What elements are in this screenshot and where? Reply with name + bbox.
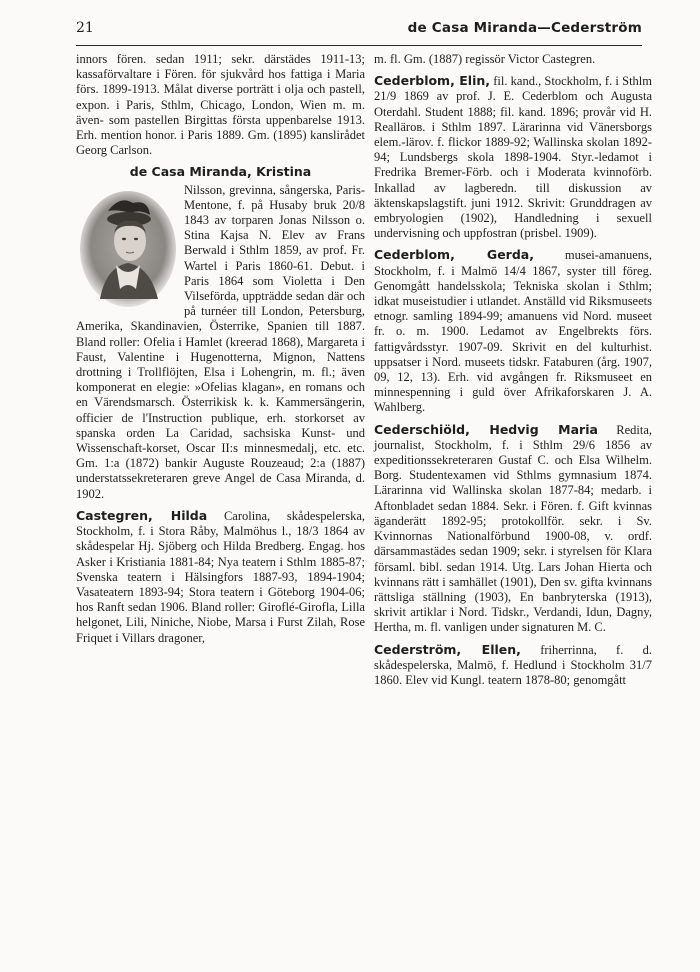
entry-cederschiold [374,422,652,636]
entry-name: Castegren, Hilda [76,507,208,523]
entry-de-casa-miranda-body [76,183,365,502]
portrait-photo [78,189,178,311]
header-rule [76,45,642,46]
entry-name: de Casa Miranda, Kristina [129,164,312,180]
entry-cederblom-elin [374,73,652,241]
column-right [374,52,652,694]
entry-text: friherrinna, f. d. skådespelerska, Malmö, f. Hedlund i Stockholm 31/7 1860. Elev vid Kungl. teatern 1878-80; genomgått [374,642,652,687]
entry-text: Redita, journalist, Stockholm, f. i Sthlm 29/6 1856 av expeditionssekreteraren Gustaf C. och Elsa Wilhelm. Borg. Studentexamen vid Sthlms gymnasium 1874. Lärarinna vid Wallinska skolan 1877-84; medarb. i Aftonbladet sedan 1884. Sekr. i Fören. f. Gift kvinnas äganderätt 1892-95; protokollför. sekr. i Sv. Kvinnornas Nationalförbund 1900-08, v. ordf. därsammastädes sedan 1909; sekr. i styrelsen för Klara församl. bibl. sedan 1914. Utg. Lars Johan Hierta och kvinnans rätt i samhället (1901), Den sv. gifta kvinnans rättsliga ställning (1903), En banbryterska (1913), skrivit artiklar i Nord. Tidskr., Verdandi, Idun, Dagny, Hertha, m. fl. vanligen under signaturen M. C. [374,422,652,635]
column-left [76,52,365,652]
entry-cederblom-gerda [374,247,652,415]
entry-name: Cederblom, Gerda, [374,247,534,263]
entry-de-casa-miranda [76,164,365,180]
entry-text: Carolina, skådespelerska, Stockholm, f. i Stora Råby, Malmöhus l., 18/3 1864 av skådespelar Hj. Sjöberg och Hilda Bredberg. Engag. hos Asker i Kristiania 1881-84; Nya teatern i Sthlm 1885-87; Svenska teatern i Hälsingfors 1887-93, 1894-1904; Vasateatern 1893-94; Stora teatern i Göteborg 1904-06; hos Ranft sedan 1906. Bland roller: Giroflé-Girofla, Lilla helgonet, Lili, Niniche, Niobe, Marsa i Furst Zilah, Rose Friquet i Villars dragoner, [76,508,365,645]
entry-text: fil. kand., Stockholm, f. i Sthlm 21/9 1869 av prof. J. E. Cederblom och Augusta Oterdahl. Student 1888; fil. kand. 1896; provår vid H. Realläroв. i Sthlm 1897. Lärarinna vid Vänersborgs elem.-lärov. f. flickor 1889-92; Wallinska skolan 1892-94; Lundsbergs skola 1898-1904. Styr.-ledamot i Fredrika Bremer-Förb. och i Moderata kvinnoförb. Inkallad av lagberedn. till diskussion av äktenskapslagstift. juni 1912. Skrivit: Grunddragen av embryologien (1902), Handledning i sexuell undervisning och uppfostran (prisbel. 1909). [374,74,652,241]
continued-text: m. fl. Gm. (1887) regissör Victor Castegren. [374,52,596,66]
entry-name: Cederblom, Elin, [374,73,491,89]
portrait-image [78,189,178,311]
page-header [76,20,642,40]
entry-text: musei-amanuens, Stockholm, f. i Malmö 14/4 1867, syster till föreg. Genomgått handelsskola; Tekniska skolan i Sthlm; idkat museistudier i utlandet. Anställd vid Riksmuseets etnogr. samling 1894-99; amanuens vid Nord. museet fr. o. m. 1900. Ledamot av Engelbrekts förs. fattigvårdsstyr. 1907-09. Skrivit en del kulturhist. uppsatser i Nord. museets tidskr. Fataburen (årg. 1907, 09, 12, 13). Erh. vid avgången fr. Riksmuseet en minnespenning i guld över Afrikaforskaren J. A. Wahlberg. [374,248,652,415]
entry-cederstrom [374,642,652,689]
page-number: 21 [76,20,94,36]
entry-name: Cederström, Ellen, [374,641,521,657]
continued-text: innors fören. sedan 1911; sekr. därstädes 1911-13; kassaförvaltare i Fören. för sjukvård hos fattiga i Maria förs. 1899-1913. Målat diverse porträtt i olja och pastell, expon. i Paris, Sthlm, Chicago, London, Wien m. m. även- som pastellen Birgittas första uppenbarelse 1913. Erh. mention honor. i Paris 1889. Gm. (1895) kanslirådet Georg Carlson. [76,52,365,158]
entry-castegren [76,508,365,646]
entry-name: Cederschiöld, Hedvig Maria [374,421,598,437]
entry-text: Nilsson, grevinna, sångerska, Paris-Mentone, f. på Husaby bruk 20/8 1843 av torparen Jonas Nilsson o. Stina Kajsa N. Elev av Frans Berwald i Sthlm 1859, av prof. Fr. Wartel i Paris 1860-61. Debut. i Paris 1864 som Violetta i Den Vilseförda, uppträdde sedan där och på turnéer till London, Petersburg, Amerika, Skandinavien, Österrike, Spanien till 1887. Bland roller: Ofelia i Hamlet (kreerad 1868), Margareta i Faust, Valentine i Hugenotterna, Mignon, Nattens drottning i Trollflöjten, Elsa i Lohengrin, m. fl.; även komponerat en elegie: »Ofelias klagan», en romans och en Värendsmarsch. Österrikisk k. k. Kammersängerin, officier de l'Instruction publique, erh. storkorset av spanska orden La Caridad, sachsiska Kunst- und Wissenschaft-korset, Oscar II:s minnesmedalj, etc. etc. Gm. 1:a (1872) bankir Auguste Rouzeaud; 2:a (1887) understatssekreteraren greve Angel de Casa Miranda, d. 1902. [76,182,365,501]
running-title: de Casa Miranda—Cederström [407,20,642,36]
